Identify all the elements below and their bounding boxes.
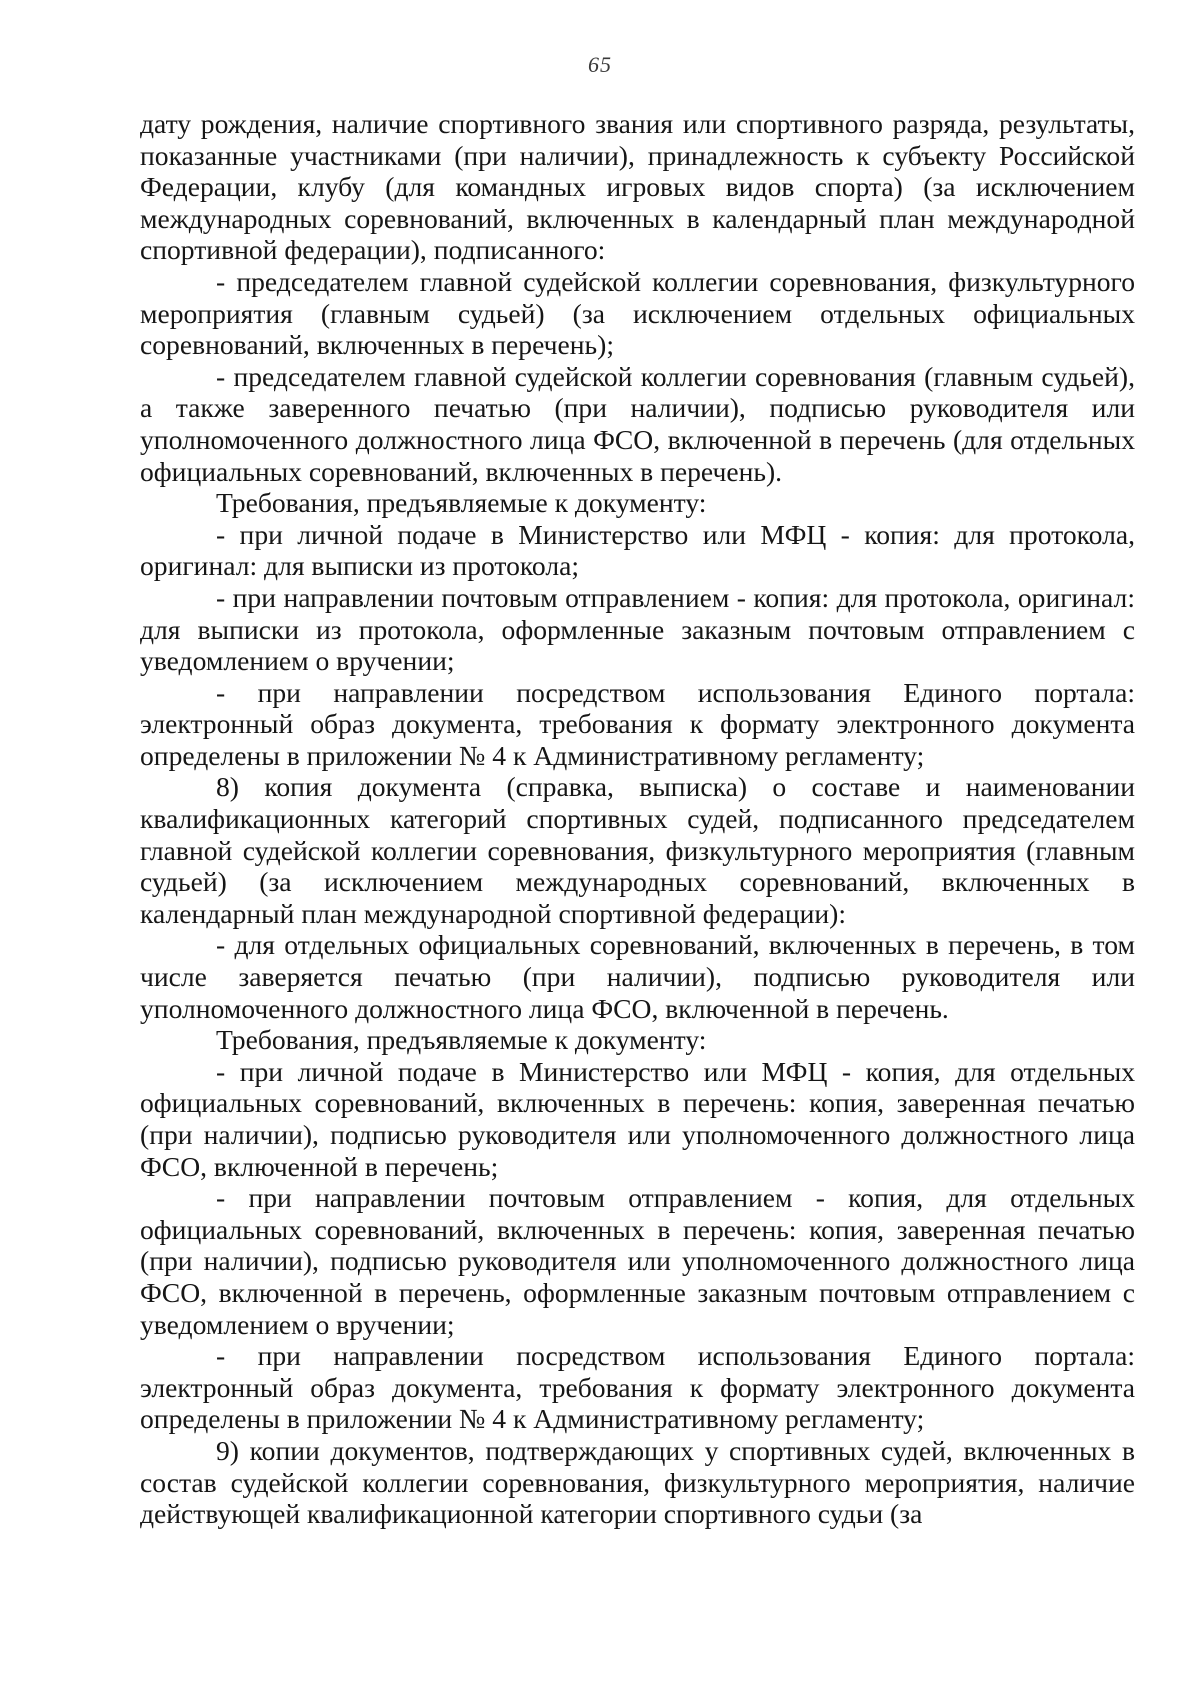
paragraph: - для отдельных официальных соревнований, включенных в перечень, в том числе заверяется печатью (при наличии), подписью руководителя или уполномоченного должностного лица ФСО, включенной в перечень. (140, 929, 1135, 1024)
paragraph: - председателем главной судейской коллегии соревнования (главным судьей), а также заверенного печатью (при наличии), подписью руководителя или уполномоченного должностного лица ФСО, включенной в перечень (для отдельных официальных соревнований, включенных в перечень). (140, 360, 1135, 487)
paragraph: дату рождения, наличие спортивного звания или спортивного разряда, результаты, показанные участниками (при наличии), принадлежность к субъекту Российской Федерации, клубу (для командных игровых видов спорта) (за исключением международных соревнований, включенных в календарный план международной спортивной федерации), подписанного: (140, 108, 1135, 266)
paragraph: - при личной подаче в Министерство или МФЦ - копия: для протокола, оригинал: для выписки из протокола; (140, 518, 1135, 582)
page-number: 65 (588, 52, 612, 77)
paragraph: - при личной подаче в Министерство или МФЦ - копия, для отдельных официальных соревнований, включенных в перечень: копия, заверенная печатью (при наличии), подписью руководителя или уполномоченного должностного лица ФСО, включенной в перечень; (140, 1055, 1135, 1182)
paragraph: Требования, предъявляемые к документу: (216, 487, 707, 519)
paragraph: - председателем главной судейской коллегии соревнования, физкультурного мероприятия (главным судьей) (за исключением отдельных официальных соревнований, включенных в перечень); (140, 265, 1135, 361)
paragraph: - при направлении почтовым отправлением - копия: для протокола, оригинал: для выписки из протокола, оформленные заказным почтовым отправлением с уведомлением о вручении; (140, 581, 1135, 677)
paragraph: - при направлении посредством использования Единого портала: электронный образ документа, требования к формату электронного документа определены в приложении № 4 к Административному регламенту; (140, 1340, 1135, 1435)
paragraph: 8) копия документа (справка, выписка) о составе и наименовании квалификационных категорий спортивных судей, подписанного председателем главной судейской коллегии соревнования, физкультурного мероприятия (главным судьей) (за исключением международных соревнований, включенных в календарный план международной спортивной федерации): (140, 771, 1135, 929)
paragraph: 9) копии документов, подтверждающих у спортивных судей, включенных в состав судейской коллегии соревнования, физкультурного мероприятия, наличие действующей квалификационной категории спортивного судьи (за (140, 1434, 1135, 1530)
paragraph: - при направлении почтовым отправлением - копия, для отдельных официальных соревнований, включенных в перечень: копия, заверенная печатью (при наличии), подписью руководителя или уполномоченного должностного лица ФСО, включенной в перечень, оформленные заказным почтовым отправлением с уведомлением о вручении; (140, 1182, 1135, 1340)
paragraph: - при направлении посредством использования Единого портала: электронный образ документа, требования к формату электронного документа определены в приложении № 4 к Административному регламенту; (140, 676, 1135, 771)
paragraph: Требования, предъявляемые к документу: (216, 1024, 707, 1056)
document-body (140, 108, 1135, 1530)
